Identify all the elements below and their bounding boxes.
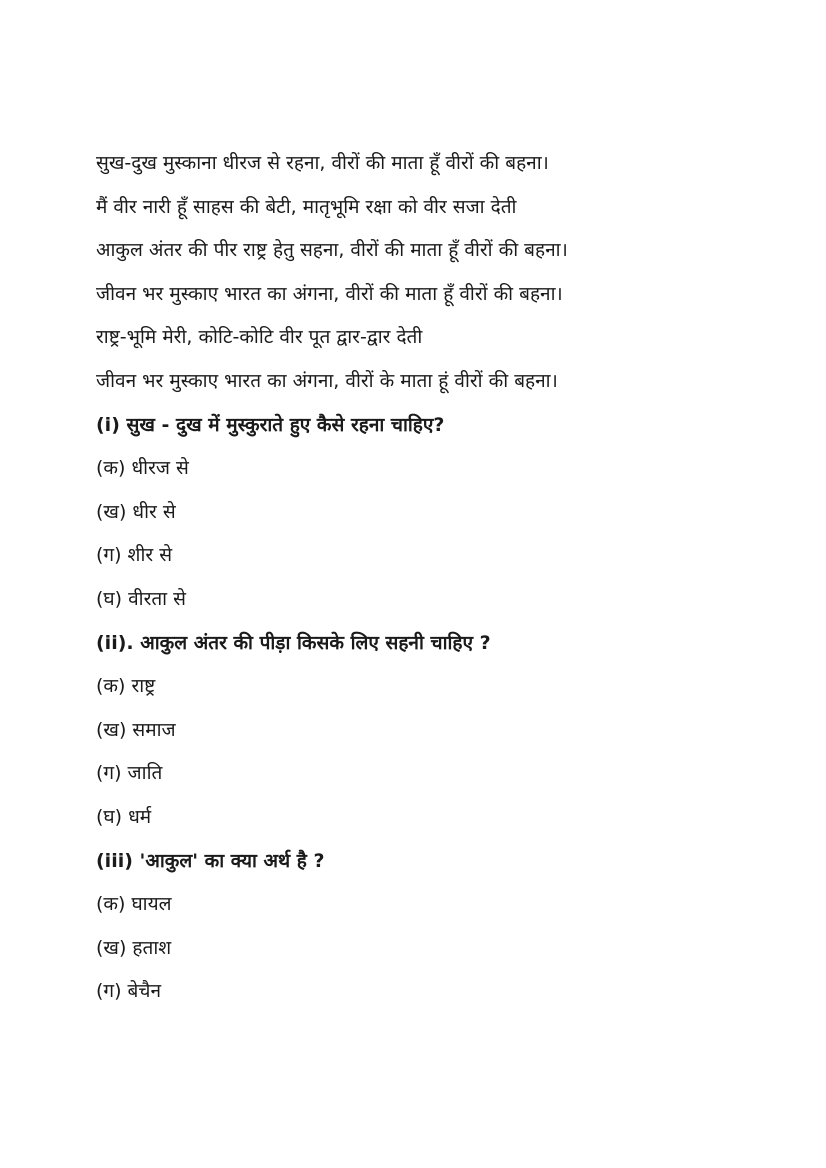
option-gha: (घ) धर्म	[96, 805, 152, 828]
option-kha: (ख) समाज	[96, 718, 176, 741]
poem-line: जीवन भर मुस्काए भारत का अंगना, वीरों के माता हूं वीरों की बहना।	[96, 369, 558, 392]
poem-passage	[96, 142, 796, 404]
question-text: (iii) 'आकुल' का क्या अर्थ है ?	[96, 849, 325, 872]
poem-line: राष्ट्र-भूमि मेरी, कोटि-कोटि वीर पूत द्वार-द्वार देती	[96, 326, 423, 349]
option-gha: (घ) वीरता से	[96, 587, 186, 610]
question-text: (i) सुख - दुख में मुस्कुराते हुए कैसे रहना चाहिए?	[96, 413, 445, 436]
question-3	[96, 840, 796, 1014]
poem-line: सुख-दुख मुस्काना धीरज से रहना, वीरों की माता हूँ वीरों की बहना।	[96, 152, 549, 174]
option-ka: (क) घायल	[96, 893, 172, 916]
option-ka: (क) राष्ट्र	[96, 675, 156, 698]
question-1	[96, 404, 796, 622]
option-kha: (ख) धीर से	[96, 500, 176, 523]
option-ga: (ग) जाति	[96, 762, 163, 785]
poem-line: मैं वीर नारी हूँ साहस की बेटी, मातृभूमि रक्षा को वीर सजा देती	[96, 195, 517, 218]
question-text: (ii). आकुल अंतर की पीड़ा किसके लिए सहनी चाहिए ?	[96, 631, 491, 654]
poem-line: जीवन भर मुस्काए भारत का अंगना, वीरों की माता हूँ वीरों की बहना।	[96, 282, 563, 305]
option-ga: (ग) बेचैन	[96, 980, 162, 1003]
option-ka: (क) धीरज से	[96, 457, 189, 480]
option-kha: (ख) हताश	[96, 936, 172, 959]
question-2	[96, 622, 796, 840]
option-ga: (ग) शीर से	[96, 544, 173, 567]
poem-line: आकुल अंतर की पीर राष्ट्र हेतु सहना, वीरों की माता हूँ वीरों की बहना।	[96, 239, 568, 262]
document-page	[96, 142, 796, 1014]
